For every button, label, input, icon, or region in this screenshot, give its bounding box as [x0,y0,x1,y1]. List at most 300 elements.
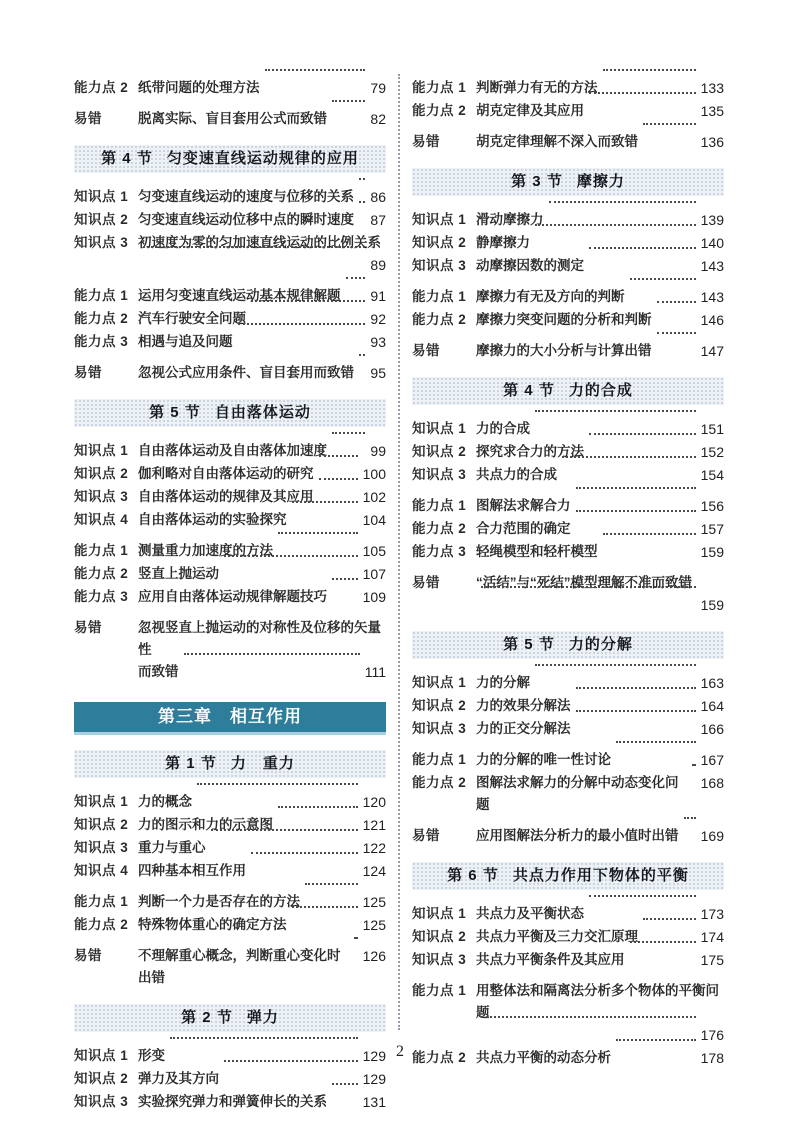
entry-label: 知识点 2 [412,929,467,944]
toc-column-left [74,76,386,1114]
toc-entry [412,949,724,971]
entry-label: 知识点 3 [74,840,129,855]
entry-line [138,1068,386,1090]
entry-page-number: 143 [700,258,724,274]
page-footer-number: 2 [396,1043,404,1060]
section-number: 第 4 节 [101,150,153,167]
entry-label: 能力点 2 [74,311,129,326]
entry-label: 知识点 3 [412,258,467,273]
entry-text: 运用匀变速直线运动基本规律解题 [138,288,341,303]
entry-label: 易错 [412,134,440,149]
entry-label: 易错 [74,111,102,126]
entry-text: 力的分解 [476,675,530,690]
entry-page-number: 159 [700,597,724,613]
entry-text-continuation: 而致错 [138,664,179,679]
entry-label: 能力点 2 [412,775,467,790]
entry-page-number: 79 [370,80,386,96]
entry-label: 知识点 1 [412,212,467,227]
entry-body [476,255,724,277]
toc-entry [74,285,386,307]
entry-text: 合力范围的确定 [476,521,571,536]
entry-line [476,309,724,331]
entry-line-continuation [476,594,724,616]
entry-line [138,308,386,330]
entry-text: 探究求合力的方法 [476,444,584,459]
entry-line [138,108,386,130]
entry-line [476,286,724,308]
entry-label: 知识点 4 [74,863,129,878]
entry-page-number: 159 [700,544,724,560]
column-divider [398,74,400,1030]
entry-label: 知识点 2 [74,212,129,227]
entry-text: 静摩擦力 [476,235,530,250]
entry-body [476,209,724,231]
entry-line [138,860,386,882]
entry-page-number: 93 [370,334,386,350]
entry-label: 知识点 1 [74,794,129,809]
entry-text: 实验探究弹力和弹簧伸长的关系 [138,1094,327,1109]
entry-text: 纸带问题的处理方法 [138,80,260,95]
entry-label: 易错 [74,620,102,635]
toc-entry [412,77,724,99]
entry-line [476,903,724,925]
entry-label: 能力点 1 [74,288,129,303]
section-header [74,1004,386,1032]
entry-page-number: 156 [700,498,724,514]
toc-entry [412,309,724,331]
entry-body [476,718,724,740]
toc-entry [74,486,386,508]
entry-line [476,749,724,771]
entry-label: 知识点 2 [74,1071,129,1086]
entry-body [476,464,724,486]
toc-entry [412,903,724,925]
entry-line [476,718,724,740]
entry-body [138,837,386,859]
entry-page-number: 152 [700,444,724,460]
entry-body [138,563,386,585]
entry-body [138,586,386,608]
toc-entry [74,77,386,99]
entry-text: 轻绳模型和轻杆模型 [476,544,598,559]
entry-line [476,100,724,122]
entry-label: 能力点 1 [74,894,129,909]
section-title: 力的分解 [568,636,633,653]
toc-entry [74,509,386,531]
entry-label: 易错 [412,828,440,843]
entry-line [476,340,724,362]
entry-line [138,540,386,562]
chapter-number: 第三章 [158,707,212,726]
entry-line [476,418,724,440]
entry-text: 脱离实际、盲目套用公式而致错 [138,111,327,126]
section-title: 共点力作用下物体的平衡 [512,867,689,884]
entry-page-number: 129 [362,1071,386,1087]
entry-text: 不理解重心概念，判断重心变化时出错 [138,948,341,985]
entry-line [476,825,724,847]
entry-line-continuation [138,254,386,276]
entry-text: 动摩擦因数的测定 [476,258,584,273]
entry-line [476,518,724,540]
entry-text: 力的分解的唯一性讨论 [476,752,611,767]
entry-page-number: 104 [362,512,386,528]
entry-label: 能力点 1 [74,543,129,558]
entry-body [138,232,386,276]
entry-line [138,509,386,531]
entry-label: 能力点 3 [74,589,129,604]
entry-body [138,1091,386,1113]
entry-text: 相遇与追及问题 [138,334,233,349]
entry-body [476,749,724,771]
entry-label: 知识点 2 [74,817,129,832]
toc-entry [412,286,724,308]
entry-page-number: 125 [362,894,386,910]
entry-text: 竖直上抛运动 [138,566,219,581]
section-title: 匀变速直线运动规律的应用 [166,150,359,167]
toc-entry [412,572,724,616]
entry-body [138,308,386,330]
entry-label: 能力点 1 [412,498,467,513]
entry-label: 能力点 2 [412,1050,467,1065]
entry-line [138,814,386,836]
toc-entry [74,791,386,813]
entry-label: 能力点 2 [412,312,467,327]
toc-entry [74,232,386,276]
entry-line [138,331,386,353]
entry-text: 力的正交分解法 [476,721,571,736]
toc-entry [74,563,386,585]
entry-line [476,77,724,99]
entry-line [138,209,386,231]
entry-page-number: 178 [700,1050,724,1066]
entry-body [476,903,724,925]
entry-page-number: 109 [362,589,386,605]
entry-body [476,418,724,440]
section-title: 力的合成 [568,382,633,399]
entry-text: 共点力平衡条件及其应用 [476,952,625,967]
entry-page-number: 105 [362,543,386,559]
entry-label: 能力点 2 [74,917,129,932]
entry-text: 忽视公式应用条件、盲目套用而致错 [138,365,354,380]
entry-body [138,1068,386,1090]
entry-body [476,441,724,463]
entry-line [138,837,386,859]
toc-entry [412,100,724,122]
entry-body [476,131,724,153]
entry-page-number: 146 [700,312,724,328]
entry-body [138,108,386,130]
entry-page-number: 157 [700,521,724,537]
entry-page-number: 147 [700,343,724,359]
entry-body [138,331,386,353]
toc-entry [74,108,386,130]
entry-label: 知识点 1 [74,1048,129,1063]
entry-line [138,440,386,462]
entry-body [476,309,724,331]
entry-line [476,464,724,486]
entry-body [138,440,386,462]
entry-body [476,541,724,563]
entry-page-number: 167 [700,752,724,768]
entry-text: 忽视竖直上抛运动的对称性及位移的矢量性 [138,620,381,657]
toc-entry [74,945,386,989]
entry-line [138,914,386,936]
entry-text: 滑动摩擦力 [476,212,544,227]
entry-text: 形变 [138,1048,165,1063]
entry-page-number: 124 [362,863,386,879]
entry-page-number: 169 [700,828,724,844]
entry-text: 自由落体运动的实验探究 [138,512,287,527]
entry-body [476,232,724,254]
section-number: 第 2 节 [181,1009,233,1026]
toc-entry [412,495,724,517]
entry-text: 摩擦力的大小分析与计算出错 [476,343,652,358]
toc-entry [412,541,724,563]
entry-body [138,77,386,99]
entry-text: 力的概念 [138,794,192,809]
entry-line [138,891,386,913]
entry-label: 能力点 1 [412,983,467,998]
entry-label: 能力点 2 [412,521,467,536]
entry-body [138,791,386,813]
entry-body [138,891,386,913]
entry-line [476,131,724,153]
entry-page-number: 143 [700,289,724,305]
entry-text: 匀变速直线运动位移中点的瞬时速度 [138,212,354,227]
toc-entry [74,814,386,836]
section-title: 弹力 [246,1009,279,1026]
entry-text: 匀变速直线运动的速度与位移的关系 [138,189,354,204]
entry-label: 能力点 1 [412,80,467,95]
section-header [74,399,386,427]
entry-page-number: 111 [364,664,386,680]
entry-body [476,495,724,517]
toc-entry [412,695,724,717]
toc-entry [74,837,386,859]
toc-entry [74,331,386,353]
entry-page-number: 92 [370,311,386,327]
entry-body [476,77,724,99]
toc-entry [412,772,724,816]
entry-body [138,186,386,208]
entry-line [476,572,724,594]
entry-page-number: 102 [362,489,386,505]
entry-body [138,914,386,936]
entry-text: 初速度为零的匀加速直线运动的比例关系 [138,235,381,250]
entry-body [138,540,386,562]
entry-label: 能力点 2 [412,103,467,118]
entry-label: 知识点 1 [412,421,467,436]
toc-entry [74,308,386,330]
entry-body [476,825,724,847]
entry-page-number: 133 [700,80,724,96]
entry-page-number: 168 [700,775,724,791]
toc-entry [74,860,386,882]
entry-page-number: 89 [370,257,386,273]
entry-page-number: 136 [700,134,724,150]
toc-entry [74,914,386,936]
entry-page-number: 107 [362,566,386,582]
section-number: 第 5 节 [503,636,555,653]
entry-text: 共点力平衡及三力交汇原理 [476,929,638,944]
entry-text: 力的合成 [476,421,530,436]
section-number: 第 4 节 [503,382,555,399]
entry-body [138,814,386,836]
toc-entry [412,340,724,362]
toc-entry [412,209,724,231]
section-header [412,862,724,890]
entry-body [138,463,386,485]
entry-body [138,285,386,307]
entry-line [138,232,386,254]
entry-line-continuation [138,661,386,683]
entry-label: 知识点 3 [74,489,129,504]
entry-page-number: 86 [370,189,386,205]
entry-body [476,100,724,122]
entry-body [476,926,724,948]
entry-text: 图解法求解合力 [476,498,571,513]
entry-page-number: 125 [362,917,386,933]
entry-label: 知识点 2 [74,466,129,481]
entry-line [476,255,724,277]
entry-label: 易错 [74,948,102,963]
entry-page-number: 163 [700,675,724,691]
entry-body [476,672,724,694]
entry-label: 能力点 1 [412,752,467,767]
entry-body [476,980,724,1046]
entry-text: 汽车行驶安全问题 [138,311,246,326]
entry-label: 知识点 4 [74,512,129,527]
entry-line [138,463,386,485]
entry-page-number: 151 [700,421,724,437]
entry-page-number: 174 [700,929,724,945]
entry-label: 易错 [74,365,102,380]
entry-line [476,495,724,517]
entry-text: 图解法求解力的分解中动态变化问题 [476,775,679,812]
entry-line [476,695,724,717]
entry-text: 判断弹力有无的方法 [476,80,598,95]
entry-text: 自由落体运动的规律及其应用 [138,489,314,504]
entry-text: 重力与重心 [138,840,206,855]
entry-label: 易错 [412,343,440,358]
entry-line [138,1091,386,1113]
toc-entry [74,463,386,485]
entry-text: 自由落体运动及自由落体加速度 [138,443,327,458]
toc-entry [412,131,724,153]
entry-text: 特殊物体重心的确定方法 [138,917,287,932]
entry-page-number: 91 [370,288,386,304]
toc-entry [412,926,724,948]
entry-page-number: 176 [700,1027,724,1043]
section-title: 摩擦力 [576,173,625,190]
entry-page-number: 135 [700,103,724,119]
chapter-title: 相互作用 [230,707,302,726]
entry-body [476,572,724,616]
toc-entry [74,617,386,683]
entry-page-number: 175 [700,952,724,968]
entry-page-number: 164 [700,698,724,714]
entry-line [138,77,386,99]
toc-entry [74,209,386,231]
entry-page-number: 82 [370,111,386,127]
toc-entry [412,232,724,254]
entry-label: 知识点 1 [412,675,467,690]
entry-page-number: 126 [362,948,386,964]
entry-body [138,509,386,531]
entry-text: 摩擦力突变问题的分析和判断 [476,312,652,327]
entry-text: 共点力平衡的动态分析 [476,1050,611,1065]
entry-label: 知识点 3 [74,235,129,250]
section-number: 第 6 节 [447,867,499,884]
entry-page-number: 173 [700,906,724,922]
entry-label: 能力点 2 [74,80,129,95]
section-title: 自由落体运动 [214,404,311,421]
entry-body [138,945,386,989]
toc-entry [74,362,386,384]
toc-entry [74,586,386,608]
toc-entry [74,186,386,208]
entry-body [138,860,386,882]
entry-body [138,486,386,508]
entry-label: 知识点 1 [74,189,129,204]
entry-page-number: 121 [362,817,386,833]
entry-page-number: 139 [700,212,724,228]
toc-entry [412,980,724,1046]
entry-label: 知识点 2 [412,444,467,459]
entry-label: 能力点 1 [412,289,467,304]
entry-line [476,926,724,948]
entry-line [138,186,386,208]
toc-entry [74,540,386,562]
toc-entry [412,672,724,694]
entry-text: 共点力及平衡状态 [476,906,584,921]
toc-entry [412,441,724,463]
entry-text: 应用图解法分析力的最小值时出错 [476,828,679,843]
entry-page-number: 154 [700,467,724,483]
entry-label: 知识点 3 [412,721,467,736]
entry-text: 四种基本相互作用 [138,863,246,878]
toc-entry [74,1068,386,1090]
entry-label: 知识点 3 [412,952,467,967]
entry-line [476,209,724,231]
entry-label: 知识点 2 [412,698,467,713]
entry-label: 知识点 1 [412,906,467,921]
toc-column-right [412,76,724,1070]
entry-text: 力的图示和力的示意图 [138,817,273,832]
entry-text: 判断一个力是否存在的方法 [138,894,300,909]
section-title: 力 重力 [230,755,295,772]
entry-text: 摩擦力有无及方向的判断 [476,289,625,304]
entry-body [476,286,724,308]
entry-label: 知识点 2 [412,235,467,250]
entry-text: “活结”与“死结”模型理解不准而致错 [476,575,692,590]
entry-page-number: 87 [370,212,386,228]
toc-entry [74,891,386,913]
entry-page-number: 120 [362,794,386,810]
section-header [74,145,386,173]
entry-label: 能力点 2 [74,566,129,581]
entry-text: 共点力的合成 [476,467,557,482]
toc-entry [412,825,724,847]
entry-line [476,772,724,816]
entry-body [476,695,724,717]
entry-page-number: 99 [370,443,386,459]
entry-line [138,791,386,813]
section-number: 第 1 节 [165,755,217,772]
toc-entry [412,464,724,486]
entry-text: 力的效果分解法 [476,698,571,713]
entry-page-number: 122 [362,840,386,856]
